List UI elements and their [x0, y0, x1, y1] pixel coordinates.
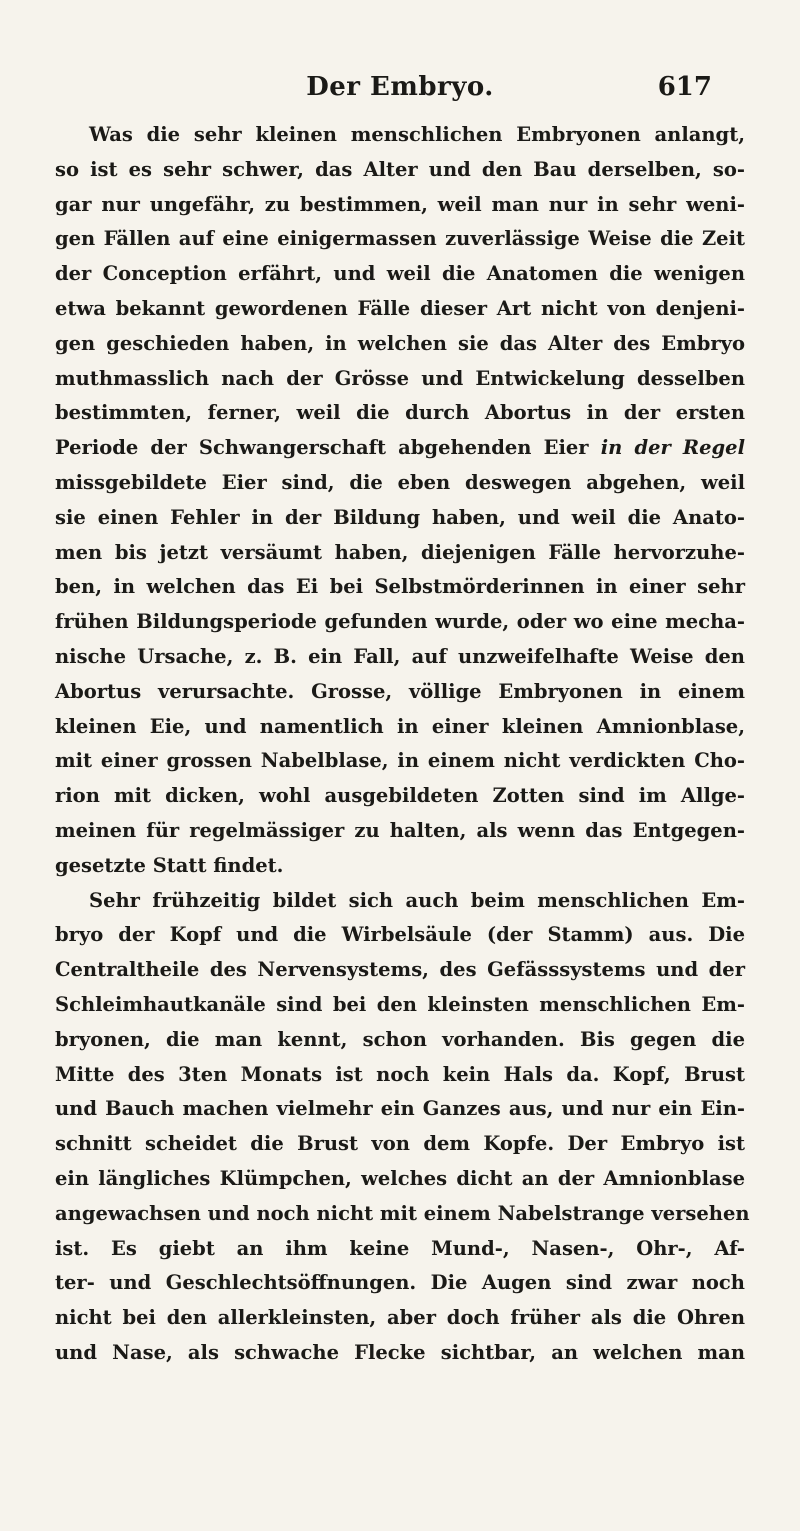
text-line: gen geschieden haben, in welchen sie das Alter des Embryo	[55, 331, 745, 355]
text-line: ter- und Geschlechtsöffnungen. Die Augen sind zwar noch	[55, 1271, 745, 1295]
running-title: Der Embryo.	[306, 72, 494, 102]
text-line: der Conception erfährt, und weil die Anatomen die wenigen	[55, 262, 745, 286]
text-line: rion mit dicken, wohl ausgebildeten Zotten sind im Allge-	[55, 784, 745, 808]
text-line: kleinen Eie, und namentlich in einer kleinen Amnionblase,	[55, 714, 745, 738]
paragraph	[55, 884, 750, 1371]
text-line: so ist es sehr schwer, das Alter und den Bau derselben, so-	[55, 157, 745, 181]
text-line: bestimmten, ferner, weil die durch Abortus in der ersten	[55, 401, 745, 425]
text-line: ein längliches Klümpchen, welches dicht an der Amnionblase	[55, 1166, 745, 1190]
body-text	[55, 118, 750, 1371]
text-line: und Bauch machen vielmehr ein Ganzes aus, und nur ein Ein-	[55, 1097, 745, 1121]
text-line: schnitt scheidet die Brust von dem Kopfe. Der Embryo ist	[55, 1132, 745, 1156]
text-line: Sehr frühzeitig bildet sich auch beim menschlichen Em-	[89, 888, 745, 912]
text-line: und Nase, als schwache Flecke sichtbar, an welchen man	[55, 1340, 745, 1364]
text-line: mit einer grossen Nabelblase, in einem nicht verdickten Cho-	[55, 749, 745, 773]
text-line: muthmasslich nach der Grösse und Entwickelung desselben	[55, 366, 745, 390]
text-line: Abortus verursachte. Grosse, völlige Embryonen in einem	[55, 679, 745, 703]
text-line: missgebildete Eier sind, die eben deswegen abgehen, weil	[55, 470, 745, 494]
page-header	[0, 72, 800, 112]
text-line: gen Fällen auf eine einigermassen zuverlässige Weise die Zeit	[55, 227, 745, 251]
page-number: 617	[657, 72, 712, 102]
text-line: gesetzte Statt findet.	[55, 853, 284, 877]
text-line: bryo der Kopf und die Wirbelsäule (der Stamm) aus. Die	[55, 923, 745, 947]
paragraph	[55, 118, 745, 884]
text-line: ist. Es giebt an ihm keine Mund-, Nasen-, Ohr-, Af-	[55, 1236, 745, 1260]
text-line: Schleimhautkanäle sind bei den kleinsten menschlichen Em-	[55, 992, 745, 1016]
text-line: frühen Bildungsperiode gefunden wurde, oder wo eine mecha-	[55, 610, 745, 634]
text-segment: Periode der Schwangerschaft abgehenden Eier	[55, 436, 601, 460]
text-line: Mitte des 3ten Monats ist noch kein Hals da. Kopf, Brust	[55, 1062, 745, 1086]
text-line: bryonen, die man kennt, schon vorhanden. Bis gegen die	[55, 1027, 745, 1051]
text-line: etwa bekannt gewordenen Fälle dieser Art nicht von denjeni-	[55, 296, 745, 320]
text-line	[55, 431, 745, 466]
text-line: nische Ursache, z. B. ein Fall, auf unzweifelhafte Weise den	[55, 644, 745, 668]
text-line: ben, in welchen das Ei bei Selbstmörderinnen in einer sehr	[55, 575, 745, 599]
text-line: gar nur ungefähr, zu bestimmen, weil man nur in sehr weni-	[55, 192, 745, 216]
text-line: Was die sehr kleinen menschlichen Embryonen anlangt,	[89, 123, 745, 146]
text-line: meinen für regelmässiger zu halten, als wenn das Entgegen-	[55, 818, 745, 842]
text-line: angewachsen und noch nicht mit einem Nabelstrange versehen	[55, 1201, 750, 1225]
text-line: men bis jetzt versäumt haben, diejenigen Fälle hervorzuhe-	[55, 540, 745, 564]
text-line: sie einen Fehler in der Bildung haben, und weil die Anato-	[55, 505, 745, 529]
emphasized-text: in der Regel	[600, 436, 745, 460]
text-line: nicht bei den allerkleinsten, aber doch früher als die Ohren	[55, 1306, 745, 1330]
text-line: Centraltheile des Nervensystems, des Gefässsystems und der	[55, 958, 745, 982]
